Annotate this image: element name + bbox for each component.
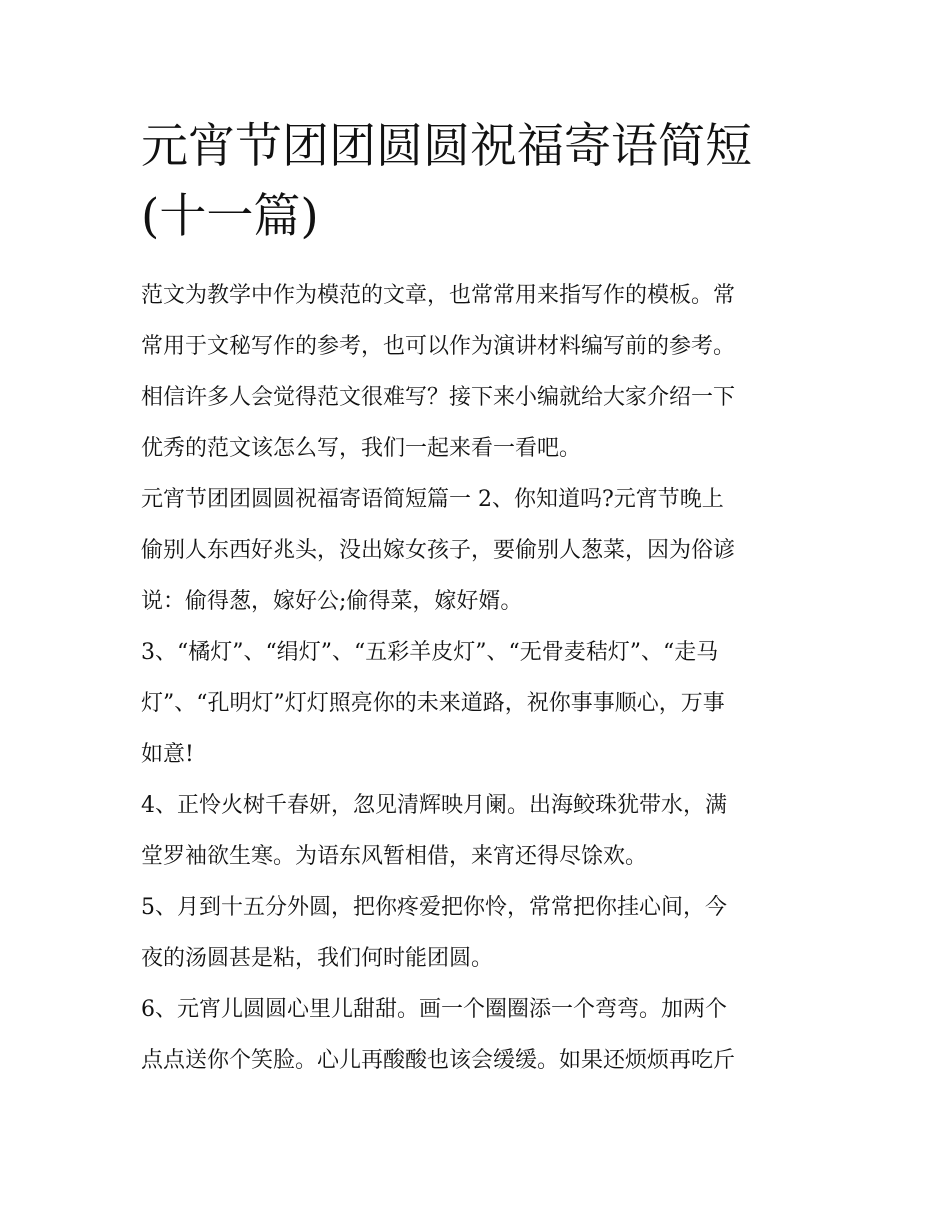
intro-paragraph [141,270,821,474]
paragraph-item-4 [141,780,821,882]
document-body [141,270,821,1086]
text-line: 5、月到十五分外圆，把你疼爱把你怜，常常把你挂心间，今 [141,895,727,920]
title-line-1: 元宵节团团圆圆祝福寄语简短 [141,119,752,174]
text-line: 相信许多人会觉得范文很难写？接下来小编就给大家介绍一下 [141,385,736,410]
document-title [141,112,821,252]
text-line: 常用于文秘写作的参考，也可以作为演讲材料编写前的参考。 [141,334,736,359]
text-line: 4、正怜火树千春妍，忽见清辉映月阑。出海鲛珠犹带水，满 [141,793,727,818]
text-line: 优秀的范文该怎么写，我们一起来看一看吧。 [141,436,582,461]
paragraph-item-2 [141,474,821,627]
text-line: 元宵节团团圆圆祝福寄语简短篇一 2、你知道吗?元宵节晚上 [141,487,724,512]
text-line: 说：偷得葱，嫁好公;偷得菜，嫁好婿。 [141,589,523,614]
document-page [141,112,821,1086]
text-line: 范文为教学中作为模范的文章，也常常用来指写作的模板。常 [141,283,736,308]
text-line: 堂罗袖欲生寒。为语东风暂相借，来宵还得尽馀欢。 [141,844,648,869]
text-line: 偷别人东西好兆头，没出嫁女孩子，要偷别人葱菜，因为俗谚 [141,538,736,563]
text-line: 点点送你个笑脸。心儿再酸酸也该会缓缓。如果还烦烦再吃斤 [141,1048,736,1073]
text-line: 如意! [141,742,194,767]
paragraph-item-5 [141,882,821,984]
paragraph-item-6 [141,984,821,1086]
title-line-2: (十一篇) [141,189,319,244]
paragraph-item-3 [141,627,821,780]
text-line: 6、元宵儿圆圆心里儿甜甜。画一个圈圈添一个弯弯。加两个 [141,997,727,1022]
text-line: 灯”、“孔明灯”灯灯照亮你的未来道路，祝你事事顺心，万事 [141,691,725,716]
text-line: 3、“橘灯”、“绢灯”、“五彩羊皮灯”、“无骨麦秸灯”、“走马 [141,640,719,665]
text-line: 夜的汤圆甚是粘，我们何时能团圆。 [141,946,494,971]
